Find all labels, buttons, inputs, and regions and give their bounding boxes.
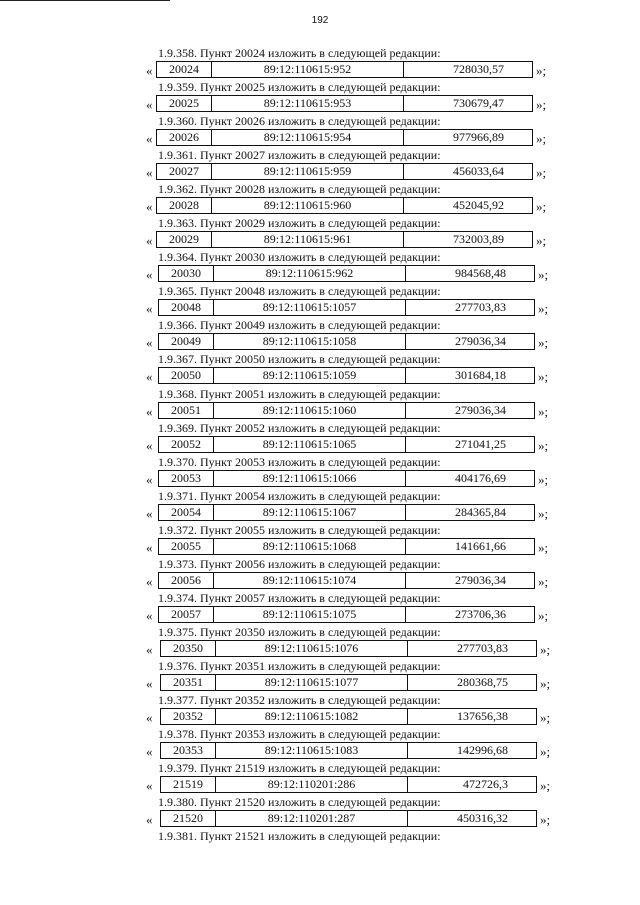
entry bbox=[0, 421, 640, 455]
close-quote: »; bbox=[538, 539, 549, 555]
open-quote: « bbox=[146, 812, 153, 828]
close-quote: »; bbox=[540, 709, 551, 725]
entry-id: 21519 bbox=[161, 777, 216, 792]
entry-heading: 1.9.366. Пункт 20049 изложить в следующей редакции: bbox=[158, 318, 441, 333]
close-quote: »; bbox=[538, 437, 549, 453]
cadastral-number: 89:12:110615:1057 bbox=[214, 300, 406, 315]
table-row bbox=[158, 367, 535, 384]
entry bbox=[0, 284, 640, 318]
table-row bbox=[158, 470, 535, 487]
close-quote: »; bbox=[538, 471, 549, 487]
open-quote: « bbox=[146, 199, 153, 215]
amount-value: 279036,34 bbox=[455, 572, 506, 587]
open-quote: « bbox=[146, 437, 153, 453]
entry-heading: 1.9.372. Пункт 20055 изложить в следующей редакции: bbox=[158, 522, 441, 537]
entry-id: 20028 bbox=[157, 198, 212, 213]
table-row bbox=[160, 776, 537, 793]
cadastral-number: 89:12:110615:1058 bbox=[214, 334, 406, 349]
entry-heading: 1.9.360. Пункт 20026 изложить в следующей редакции: bbox=[158, 114, 441, 129]
amount-value: 730679,47 bbox=[453, 96, 504, 111]
entry-heading: 1.9.370. Пункт 20053 изложить в следующей редакции: bbox=[158, 454, 441, 469]
close-quote: »; bbox=[538, 369, 549, 385]
open-quote: « bbox=[146, 709, 153, 725]
amount-value: 142996,68 bbox=[457, 743, 508, 757]
entry-id: 20029 bbox=[157, 232, 212, 247]
cadastral-number: 89:12:110201:287 bbox=[216, 811, 408, 826]
entry-id: 20054 bbox=[159, 505, 214, 520]
cadastral-number: 89:12:110615:1075 bbox=[214, 607, 406, 622]
cadastral-number: 89:12:110615:1082 bbox=[216, 709, 408, 724]
entry bbox=[0, 693, 640, 727]
entry bbox=[0, 659, 640, 693]
entry-id: 20353 bbox=[161, 743, 216, 758]
amount-value: 301684,18 bbox=[455, 368, 506, 383]
close-quote: »; bbox=[538, 403, 549, 419]
entry bbox=[0, 557, 640, 591]
close-quote: »; bbox=[536, 97, 547, 113]
amount-value: 271041,25 bbox=[455, 436, 506, 451]
close-quote: »; bbox=[540, 778, 551, 794]
cadastral-number: 89:12:110615:1077 bbox=[216, 675, 408, 690]
entry-id: 20049 bbox=[159, 334, 214, 349]
entry-id: 20051 bbox=[159, 403, 214, 418]
open-quote: « bbox=[146, 233, 153, 249]
entry-id: 20026 bbox=[157, 130, 212, 145]
entry-heading: 1.9.361. Пункт 20027 изложить в следующей редакции: bbox=[158, 148, 441, 163]
amount-value: 280368,75 bbox=[457, 674, 508, 689]
entry-id: 20056 bbox=[159, 573, 214, 588]
table-row bbox=[158, 402, 535, 419]
entry-heading: 1.9.364. Пункт 20030 изложить в следующей редакции: bbox=[158, 250, 441, 265]
close-quote: »; bbox=[538, 301, 549, 317]
entry bbox=[0, 114, 640, 148]
entry-id: 20350 bbox=[161, 641, 216, 656]
entry-id: 20055 bbox=[159, 539, 214, 554]
entry-heading: 1.9.378. Пункт 20353 изложить в следующей редакции: bbox=[158, 727, 441, 741]
amount-value: 279036,34 bbox=[455, 402, 506, 417]
amount-value: 284365,84 bbox=[455, 504, 506, 519]
entry-id: 20048 bbox=[159, 300, 214, 315]
amount-value: 277703,83 bbox=[457, 640, 508, 655]
cadastral-number: 89:12:110615:1068 bbox=[214, 539, 406, 554]
table-row bbox=[158, 299, 535, 316]
open-quote: « bbox=[146, 505, 153, 521]
amount-value: 472726,3 bbox=[463, 777, 508, 792]
amount-value: 977966,89 bbox=[453, 130, 504, 145]
amount-value: 141661,66 bbox=[455, 538, 506, 553]
table-row bbox=[160, 640, 537, 657]
close-quote: »; bbox=[536, 131, 547, 147]
open-quote: « bbox=[146, 471, 153, 487]
cadastral-number: 89:12:110615:1067 bbox=[214, 505, 406, 520]
close-quote: »; bbox=[540, 675, 551, 691]
entry-id: 20057 bbox=[159, 607, 214, 622]
cadastral-number: 89:12:110615:1074 bbox=[214, 573, 406, 588]
entry-id: 20050 bbox=[159, 368, 214, 383]
open-quote: « bbox=[146, 744, 153, 759]
cadastral-number: 89:12:110615:953 bbox=[212, 96, 404, 111]
cadastral-number: 89:12:110615:1076 bbox=[216, 641, 408, 656]
entry-heading: 1.9.374. Пункт 20057 изложить в следующей редакции: bbox=[158, 590, 441, 605]
cadastral-number: 89:12:110615:1065 bbox=[214, 437, 406, 452]
entry bbox=[0, 80, 640, 114]
entry bbox=[0, 216, 640, 250]
close-quote: »; bbox=[538, 505, 549, 521]
amount-value: 728030,57 bbox=[453, 62, 504, 76]
entry-heading: 1.9.368. Пункт 20051 изложить в следующей редакции: bbox=[158, 386, 441, 401]
page-number: 192 bbox=[311, 15, 329, 26]
entry bbox=[0, 250, 640, 284]
close-quote: »; bbox=[540, 812, 551, 828]
close-quote: »; bbox=[536, 165, 547, 181]
close-quote: »; bbox=[540, 641, 551, 657]
cadastral-number: 89:12:110615:1060 bbox=[214, 403, 406, 418]
entry bbox=[0, 625, 640, 659]
table-row bbox=[158, 606, 535, 623]
cadastral-number: 89:12:110615:962 bbox=[214, 266, 406, 281]
entry-heading: 1.9.376. Пункт 20351 изложить в следующей редакции: bbox=[158, 658, 441, 673]
open-quote: « bbox=[146, 641, 153, 657]
table-row bbox=[156, 129, 533, 146]
table-row bbox=[160, 708, 537, 725]
entry bbox=[0, 318, 640, 352]
entry bbox=[0, 591, 640, 625]
close-quote: »; bbox=[540, 744, 551, 759]
entry-id: 21520 bbox=[161, 811, 216, 826]
entry-id: 20053 bbox=[159, 471, 214, 486]
table-row bbox=[158, 333, 535, 350]
table-row bbox=[156, 61, 533, 78]
entry bbox=[0, 46, 640, 80]
cadastral-number: 89:12:110615:1066 bbox=[214, 471, 406, 486]
cadastral-number: 89:12:110615:960 bbox=[212, 198, 404, 213]
open-quote: « bbox=[146, 301, 153, 317]
entry bbox=[0, 761, 640, 795]
amount-value: 450316,32 bbox=[457, 811, 508, 826]
cadastral-number: 89:12:110615:1083 bbox=[216, 743, 408, 758]
entry-id: 20352 bbox=[161, 709, 216, 724]
cadastral-number: 89:12:110615:954 bbox=[212, 130, 404, 145]
open-quote: « bbox=[146, 165, 153, 181]
amount-value: 277703,83 bbox=[455, 300, 506, 315]
close-quote: »; bbox=[538, 573, 549, 589]
amount-value: 732003,89 bbox=[453, 232, 504, 247]
entry-heading: 1.9.363. Пункт 20029 изложить в следующей редакции: bbox=[158, 216, 441, 231]
entry bbox=[0, 352, 640, 386]
open-quote: « bbox=[146, 539, 153, 555]
entry-id: 20052 bbox=[159, 437, 214, 452]
amount-value: 137656,38 bbox=[457, 708, 508, 723]
table-row bbox=[158, 436, 535, 453]
table-row bbox=[158, 504, 535, 521]
entry bbox=[0, 182, 640, 216]
open-quote: « bbox=[146, 63, 153, 78]
amount-value: 273706,36 bbox=[455, 606, 506, 621]
entry-id: 20025 bbox=[157, 96, 212, 111]
open-quote: « bbox=[146, 607, 153, 623]
table-row bbox=[156, 163, 533, 180]
entry bbox=[0, 387, 640, 421]
close-quote: »; bbox=[536, 199, 547, 215]
open-quote: « bbox=[146, 675, 153, 691]
entry-heading: 1.9.380. Пункт 21520 изложить в следующей редакции: bbox=[158, 795, 441, 810]
entry bbox=[0, 523, 640, 557]
open-quote: « bbox=[146, 573, 153, 589]
entry-heading: 1.9.367. Пункт 20050 изложить в следующей редакции: bbox=[158, 352, 441, 367]
entry-heading: 1.9.375. Пункт 20350 изложить в следующей редакции: bbox=[158, 624, 441, 639]
entry-heading: 1.9.371. Пункт 20054 изложить в следующей редакции: bbox=[158, 488, 441, 503]
entry-heading: 1.9.358. Пункт 20024 изложить в следующей редакции: bbox=[158, 46, 441, 60]
amount-value: 456033,64 bbox=[453, 164, 504, 179]
amount-value: 404176,69 bbox=[455, 470, 506, 485]
entry bbox=[0, 727, 640, 761]
open-quote: « bbox=[146, 403, 153, 419]
entry-heading: 1.9.377. Пункт 20352 изложить в следующей редакции: bbox=[158, 692, 441, 707]
open-quote: « bbox=[146, 369, 153, 385]
amount-value: 279036,34 bbox=[455, 334, 506, 349]
open-quote: « bbox=[146, 97, 153, 113]
last-heading: 1.9.381. Пункт 21521 изложить в следующей редакции: bbox=[158, 829, 441, 844]
entry-id: 20024 bbox=[157, 62, 212, 77]
close-quote: »; bbox=[538, 335, 549, 351]
entry-heading: 1.9.373. Пункт 20056 изложить в следующей редакции: bbox=[158, 556, 441, 571]
open-quote: « bbox=[146, 778, 153, 794]
entry bbox=[0, 489, 640, 523]
cadastral-number: 89:12:110201:286 bbox=[216, 777, 408, 792]
entry-id: 20351 bbox=[161, 675, 216, 690]
amount-value: 452045,92 bbox=[453, 198, 504, 213]
entry-heading: 1.9.369. Пункт 20052 изложить в следующей редакции: bbox=[158, 420, 441, 435]
table-row bbox=[160, 742, 537, 759]
table-row bbox=[158, 572, 535, 589]
close-quote: »; bbox=[538, 267, 549, 283]
open-quote: « bbox=[146, 335, 153, 351]
cadastral-number: 89:12:110615:961 bbox=[212, 232, 404, 247]
entry-heading: 1.9.379. Пункт 21519 изложить в следующей редакции: bbox=[158, 761, 441, 776]
open-quote: « bbox=[146, 267, 153, 283]
close-quote: »; bbox=[536, 63, 547, 78]
entry-heading: 1.9.359. Пункт 20025 изложить в следующей редакции: bbox=[158, 80, 441, 95]
entry bbox=[0, 795, 640, 829]
entry-heading: 1.9.362. Пункт 20028 изложить в следующей редакции: bbox=[158, 182, 441, 197]
table-row bbox=[160, 674, 537, 691]
entry bbox=[0, 455, 640, 489]
table-row bbox=[156, 197, 533, 214]
open-quote: « bbox=[146, 131, 153, 147]
cadastral-number: 89:12:110615:952 bbox=[212, 62, 404, 77]
entry-id: 20027 bbox=[157, 164, 212, 179]
close-quote: »; bbox=[536, 233, 547, 249]
cadastral-number: 89:12:110615:1059 bbox=[214, 368, 406, 383]
entry-heading: 1.9.365. Пункт 20048 изложить в следующей редакции: bbox=[158, 284, 441, 299]
table-row bbox=[158, 538, 535, 555]
amount-value: 984568,48 bbox=[455, 266, 506, 281]
entry-id: 20030 bbox=[159, 266, 214, 281]
table-row bbox=[160, 810, 537, 827]
entry bbox=[0, 148, 640, 182]
close-quote: »; bbox=[538, 607, 549, 623]
table-row bbox=[158, 265, 535, 282]
table-row bbox=[156, 95, 533, 112]
table-row bbox=[156, 231, 533, 248]
cadastral-number: 89:12:110615:959 bbox=[212, 164, 404, 179]
